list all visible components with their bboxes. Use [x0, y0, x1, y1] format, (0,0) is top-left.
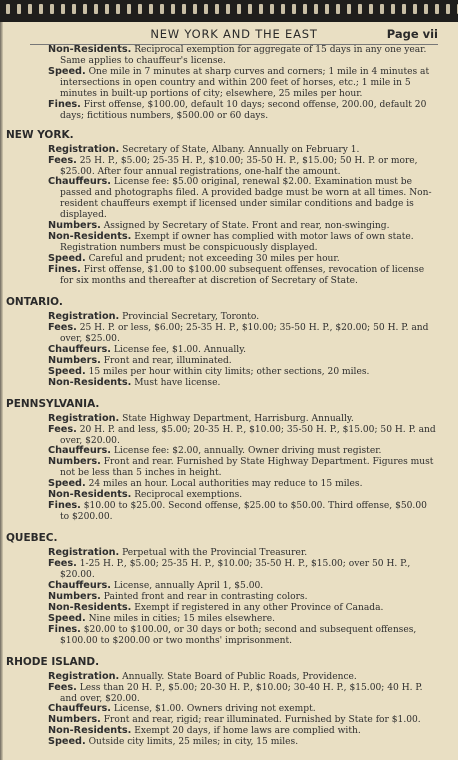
binding-hole	[204, 4, 208, 14]
entry-item	[0, 265, 458, 287]
entry-label: Speed.	[48, 612, 86, 624]
entry-label: Speed.	[48, 736, 86, 748]
entry-label: Fees.	[48, 423, 77, 435]
binding-hole	[39, 4, 43, 14]
entry-label: Registration.	[48, 547, 120, 559]
entry-item	[0, 737, 458, 748]
entry-text: 1-25 H. P., $5.00; 25-35 H. P., $10.00; 35-50 H. P., $15.00; over 50 H. P., $20.00.	[60, 559, 411, 580]
entry-label: Registration.	[48, 310, 120, 322]
entry-label: Numbers.	[48, 220, 101, 232]
binding-hole	[413, 4, 417, 14]
entry-text: 24 miles an hour. Local authorities may reduce to 15 miles.	[88, 479, 363, 490]
entry-label: Fines.	[48, 264, 81, 276]
entry-text: Exempt 20 days, if home laws are complied with.	[134, 726, 361, 737]
entry-item	[0, 457, 458, 479]
binding-hole	[138, 4, 142, 14]
entry-text: $20.00 to $100.00, or 30 days or both; second and subsequent offenses, $100.00 to $200.00 or two months' imprisonment.	[60, 624, 417, 646]
entry-text: License fee: $2.00, annually. Owner driving must register.	[113, 446, 382, 457]
state-heading: ONTARIO.	[6, 296, 63, 309]
entry-text: 25 H. P. or less, $6.00; 25-35 H. P., $10.00; 35-50 H. P., $20.00; 50 H. P. and over, $25.00.	[60, 322, 429, 344]
entry-label: Fines.	[48, 500, 81, 512]
entry-item	[0, 378, 458, 389]
entry-label: Non-Residents.	[48, 231, 132, 243]
entry-label: Non-Residents.	[48, 725, 132, 737]
entry-item	[0, 425, 458, 447]
binding-hole	[171, 4, 175, 14]
entry-text: Secretary of State, Albany. Annually on February 1.	[122, 144, 360, 155]
state-heading: PENNSYLVANIA.	[6, 397, 100, 410]
state-heading: QUEBEC.	[6, 532, 58, 545]
entry-label: Registration.	[48, 412, 120, 424]
binding-hole	[424, 4, 428, 14]
entry-item	[0, 559, 458, 581]
state-heading: RHODE ISLAND.	[6, 655, 100, 668]
binding-hole	[303, 4, 307, 14]
binding-hole	[6, 4, 10, 14]
binding-hole	[182, 4, 186, 14]
entry-label: Chauffeurs.	[48, 176, 111, 188]
entry-item	[0, 683, 458, 705]
entry-text: 25 H. P., $5.00; 25-35 H. P., $10.00; 35-50 H. P., $15.00; 50 H. P. or more, $25.00. After four annual registrations, one-half the amount.	[60, 155, 418, 177]
binding-hole	[369, 4, 373, 14]
entry-item	[0, 501, 458, 523]
binding-hole	[347, 4, 351, 14]
entry-label: Fees.	[48, 558, 77, 570]
entry-label: Fees.	[48, 154, 77, 166]
binding-hole	[292, 4, 296, 14]
entry-text: Careful and prudent; not exceeding 30 miles per hour.	[88, 254, 340, 265]
entry-text: Reciprocal exemption for aggregate of 15 days in any one year. Same applies to chauffeur's license.	[60, 45, 427, 66]
binding-hole	[50, 4, 54, 14]
binding-hole	[325, 4, 329, 14]
binding-hole	[149, 4, 153, 14]
binding-hole	[281, 4, 285, 14]
entry-text: Annually. State Board of Public Roads, Providence.	[122, 671, 357, 682]
entry-text: One mile in 7 minutes at sharp curves and corners; 1 mile in 4 minutes at intersections in open country and within 200 feet of horses, etc.; 1 mile in 5 minutes in built-up portions of city; elsewhere, 25 miles per hour.	[60, 66, 430, 99]
entry-text: Less than 20 H. P., $5.00; 20-30 H. P., $10.00; 30-40 H. P., $15.00; 40 H. P. and over, $20.00.	[60, 682, 423, 704]
entry-item	[0, 625, 458, 647]
entry-label: Numbers.	[48, 714, 101, 726]
entry-label: Numbers.	[48, 590, 101, 602]
binding-hole	[435, 4, 439, 14]
entry-text: First offense, $1.00 to $100.00 subsequent offenses, revocation of license for six months and thereafter at discretion of Secretary of State.	[60, 265, 425, 287]
entry-item	[0, 156, 458, 178]
entry-text: License fee: $5.00 original, renewal $2.00. Examination must be passed and photographs filed. A provided badge must be worn at all times. Non-resident chauffeurs exempt if licensed under similar conditions and badge is displayed.	[60, 177, 432, 221]
entry-label: Non-Residents.	[48, 376, 132, 388]
entry-label: Speed.	[48, 253, 86, 265]
entry-label: Speed.	[48, 365, 86, 377]
entry-text: 15 miles per hour within city limits; other sections, 20 miles.	[88, 366, 370, 377]
binding-hole	[314, 4, 318, 14]
entry-text: License fee, $1.00. Annually.	[113, 344, 247, 355]
running-title: NEW YORK AND THE EAST	[150, 27, 318, 41]
entry-text: Provincial Secretary, Toronto.	[122, 311, 260, 322]
state-heading: NEW YORK.	[6, 128, 74, 141]
entry-label: Chauffeurs.	[48, 343, 111, 355]
binding-hole	[380, 4, 384, 14]
binding-hole	[116, 4, 120, 14]
entry-text: Front and rear, rigid; rear illuminated. Furnished by State for $1.00.	[103, 715, 421, 726]
entry-text: Perpetual with the Provincial Treasurer.	[122, 548, 308, 559]
entry-label: Registration.	[48, 670, 120, 682]
binding-hole	[402, 4, 406, 14]
binding-hole	[83, 4, 87, 14]
page-body	[0, 45, 458, 748]
entry-label: Chauffeurs.	[48, 445, 111, 457]
entry-text: Exempt if registered in any other Province of Canada.	[134, 602, 384, 613]
entry-text: State Highway Department, Harrisburg. Annually.	[122, 413, 354, 424]
entry-text: Must have license.	[134, 377, 221, 388]
entry-label: Numbers.	[48, 456, 101, 468]
entry-text: Front and rear, illuminated.	[103, 355, 232, 366]
binding-holes	[0, 0, 458, 22]
binding-hole	[72, 4, 76, 14]
entry-item	[0, 323, 458, 345]
binding-hole	[160, 4, 164, 14]
entry-text: First offense, $100.00, default 10 days; second offense, 200.00, default 20 days; fictitious numbers, $500.00 or 60 days.	[60, 99, 427, 121]
binding-hole	[270, 4, 274, 14]
entry-label: Non-Residents.	[48, 44, 132, 55]
binding-hole	[336, 4, 340, 14]
entry-item	[0, 100, 458, 122]
entry-label: Chauffeurs.	[48, 703, 111, 715]
binding-hole	[391, 4, 395, 14]
entry-label: Fees.	[48, 681, 77, 693]
binding-hole	[94, 4, 98, 14]
entry-label: Registration.	[48, 143, 120, 155]
entry-label: Fees.	[48, 321, 77, 333]
binding-hole	[28, 4, 32, 14]
entry-item	[0, 232, 458, 254]
binding-hole	[193, 4, 197, 14]
entry-label: Non-Residents.	[48, 601, 132, 613]
binding-hole	[105, 4, 109, 14]
entry-text: Nine miles in cities; 15 miles elsewhere.	[88, 613, 275, 624]
entry-label: Fines.	[48, 98, 81, 110]
entry-item	[0, 67, 458, 100]
entry-text: License, $1.00. Owners driving not exempt.	[113, 704, 316, 715]
binding-hole	[237, 4, 241, 14]
binding-hole	[17, 4, 21, 14]
entry-text: 20 H. P. and less, $5.00; 20-35 H. P., $10.00; 35-50 H. P., $15.00; 50 H. P. and over, $20.00.	[60, 424, 436, 446]
entry-text: $10.00 to $25.00. Second offense, $25.00 to $50.00. Third offense, $50.00 to $200.00.	[60, 501, 427, 523]
binding-hole	[446, 4, 450, 14]
binding-hole	[358, 4, 362, 14]
entry-label: Fines.	[48, 623, 81, 635]
binding-hole	[127, 4, 131, 14]
entry-label: Speed.	[48, 478, 86, 490]
entry-text: Exempt if owner has complied with motor laws of own state. Registration numbers must be conspicuously displayed.	[60, 232, 414, 254]
entry-label: Non-Residents.	[48, 489, 132, 501]
entry-text: Front and rear. Furnished by State Highway Department. Figures must not be less than 5 inches in height.	[60, 457, 434, 479]
entry-text: Reciprocal exemptions.	[134, 490, 243, 501]
entry-text: Painted front and rear in contrasting colors.	[103, 591, 308, 602]
page-number: Page vii	[386, 27, 438, 41]
binding-hole	[61, 4, 65, 14]
entry-label: Chauffeurs.	[48, 579, 111, 591]
entry-text: License, annually April 1, $5.00.	[113, 580, 264, 591]
binding-hole	[226, 4, 230, 14]
binding-hole	[248, 4, 252, 14]
binding-hole	[259, 4, 263, 14]
entry-text: Assigned by Secretary of State. Front and rear, non-swinging.	[103, 221, 390, 232]
entry-label: Speed.	[48, 65, 86, 77]
entry-text: Outside city limits, 25 miles; in city, 15 miles.	[88, 737, 299, 748]
entry-item	[0, 45, 458, 67]
binding-hole	[215, 4, 219, 14]
entry-item	[0, 177, 458, 221]
entry-label: Numbers.	[48, 354, 101, 366]
